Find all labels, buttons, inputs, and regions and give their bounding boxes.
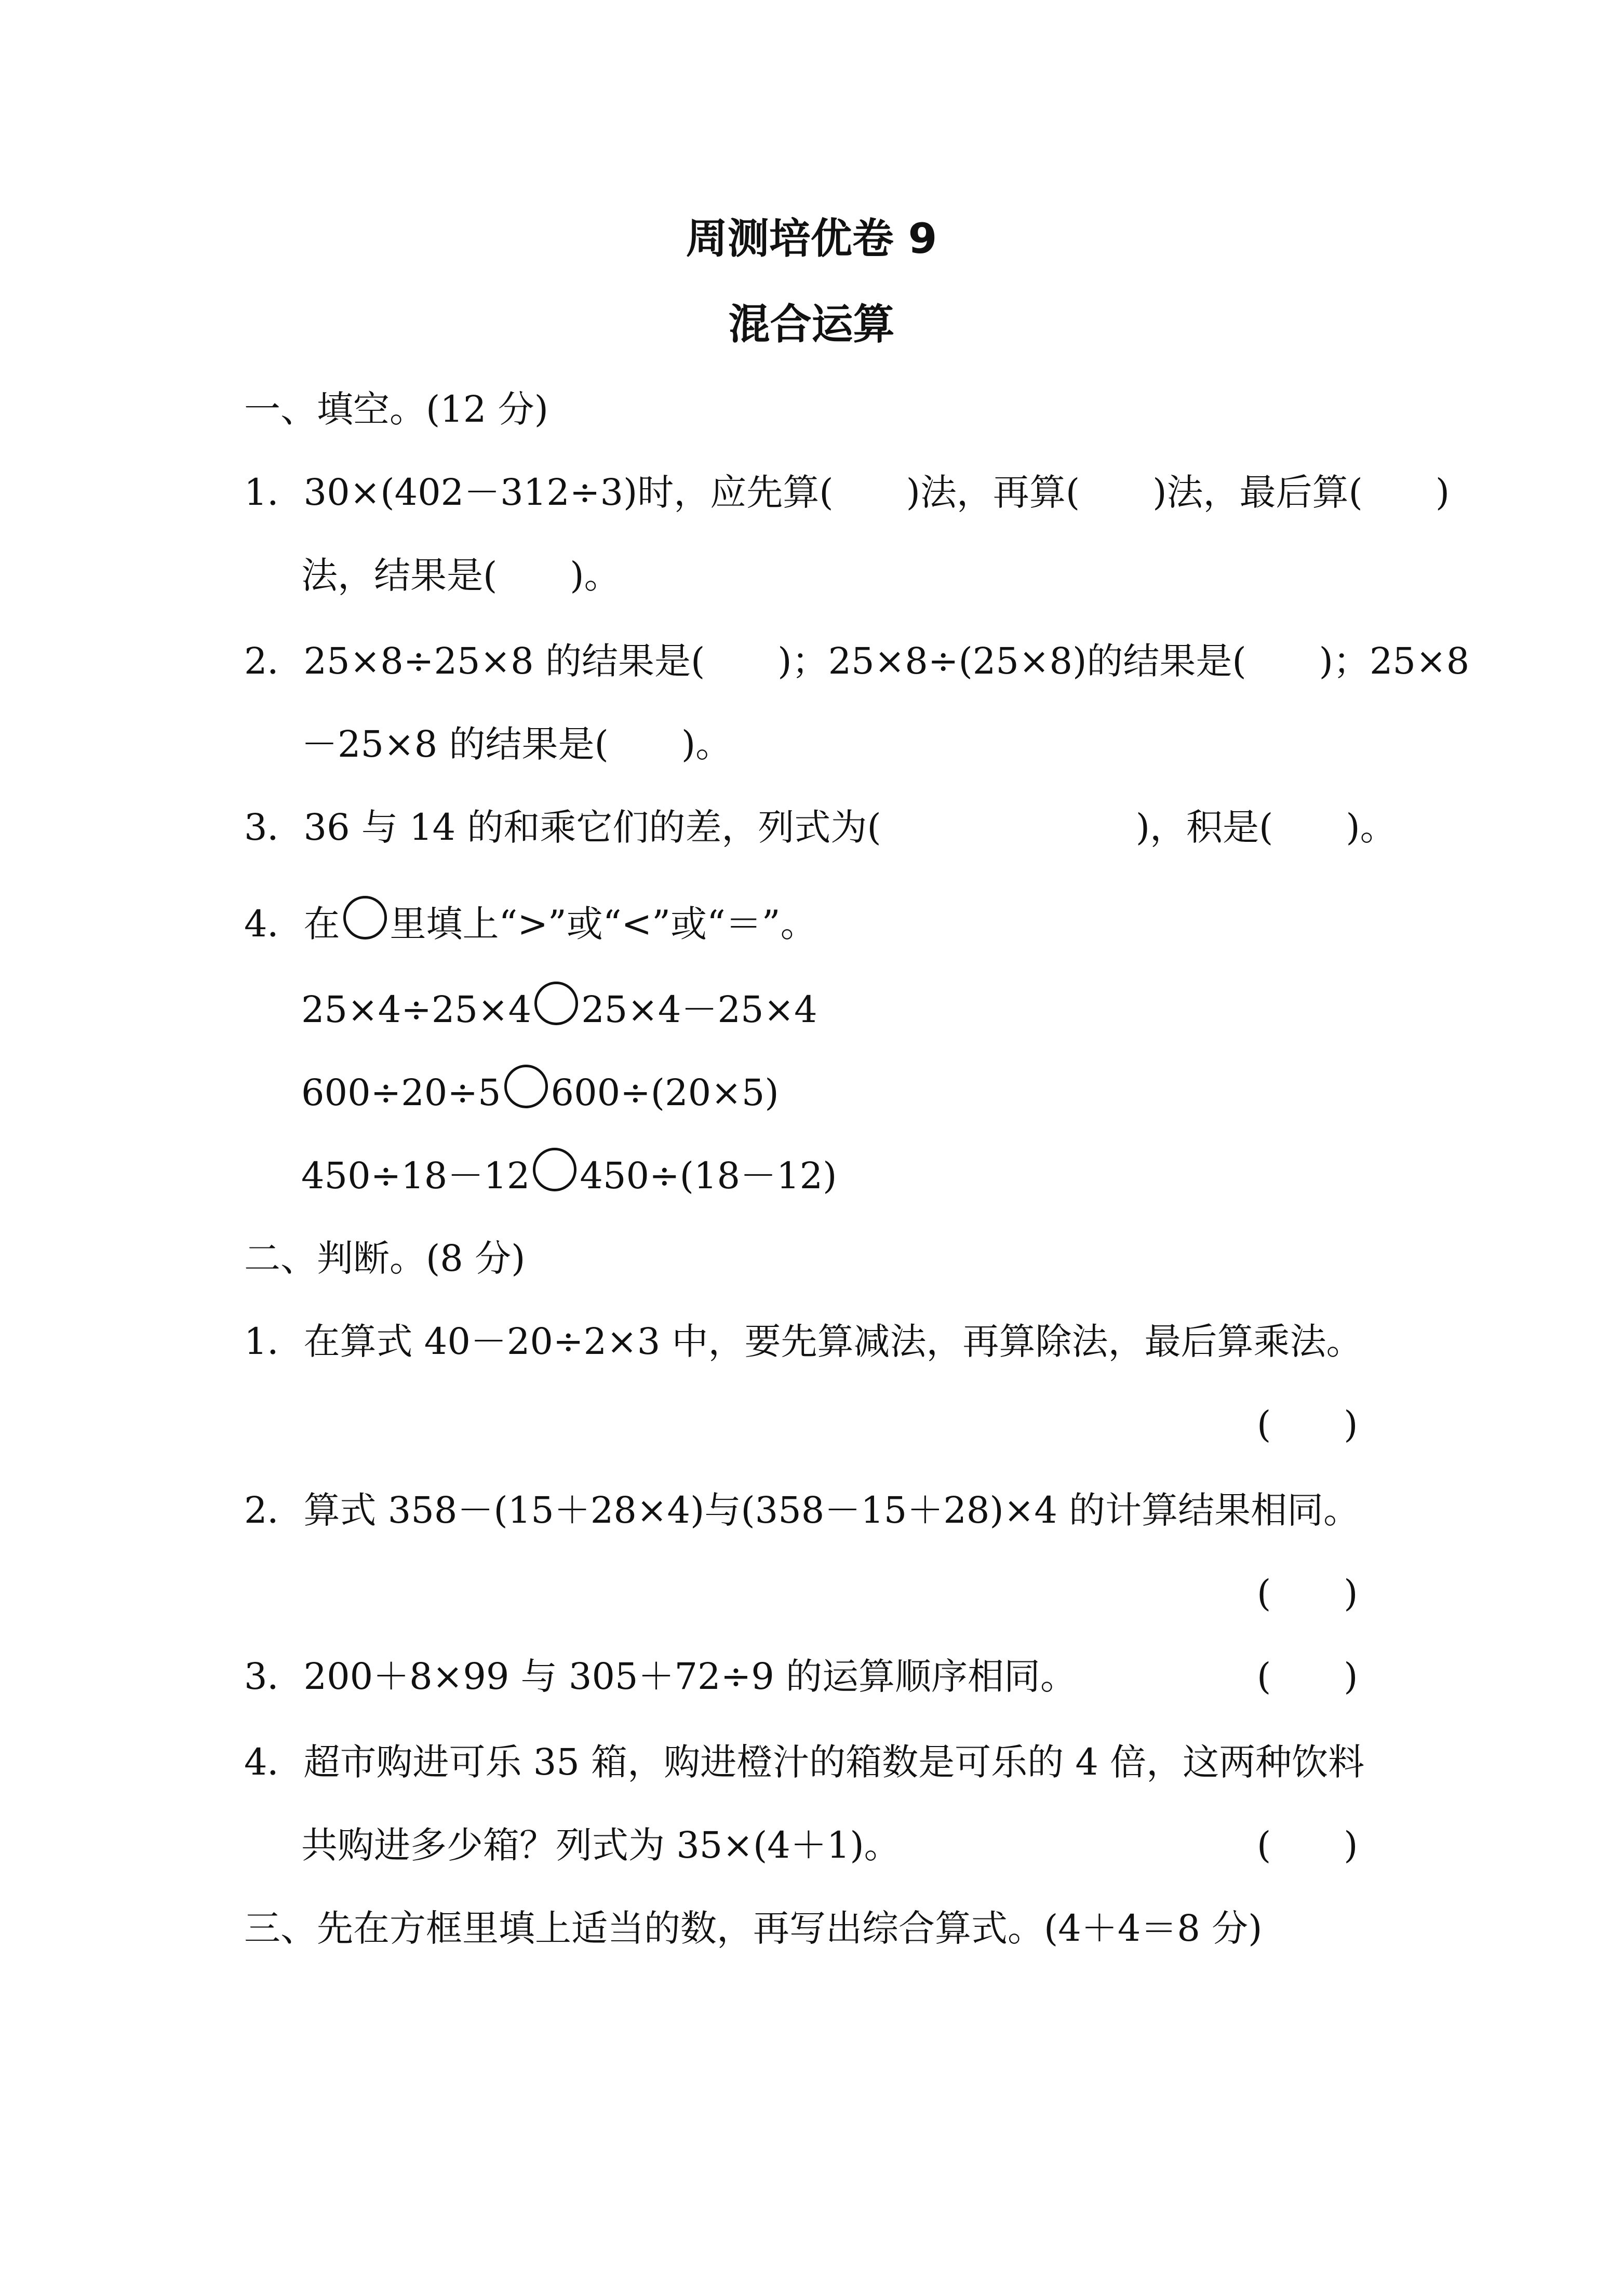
s1-q1-line1: 1．30×(402－312÷3)时，应先算( )法，再算( )法，最后算( ) <box>244 471 1450 514</box>
compare-circle-icon[interactable] <box>504 1065 548 1108</box>
answer-paren[interactable]: ( ) <box>1257 1655 1358 1698</box>
s1-q2-line2: －25×8 的结果是( )。 <box>301 723 732 766</box>
answer-paren[interactable]: ( ) <box>1257 1572 1358 1615</box>
compare-left: 450÷18－12 <box>301 1154 530 1197</box>
compare-row <box>301 1065 779 1118</box>
section3-heading: 三、先在方框里填上适当的数，再写出综合算式。(4＋4＝8 分) <box>244 1907 1263 1950</box>
s1-q4-suffix: 里填上“>”或“<”或“＝”。 <box>390 903 817 945</box>
s1-q1-line2: 法，结果是( )。 <box>301 554 621 597</box>
compare-row <box>301 982 817 1035</box>
compare-circle-icon[interactable] <box>534 982 578 1025</box>
compare-right: 600÷(20×5) <box>551 1071 779 1114</box>
compare-left: 600÷20÷5 <box>301 1071 501 1114</box>
s2-q1: 1．在算式 40－20÷2×3 中，要先算减法，再算除法，最后算乘法。 <box>244 1320 1363 1363</box>
compare-circle-icon[interactable] <box>533 1148 576 1191</box>
compare-right: 25×4－25×4 <box>581 988 817 1031</box>
compare-right: 450÷(18－12) <box>580 1154 837 1197</box>
s2-q4-line2: 共购进多少箱？列式为 35×(4＋1)。 <box>301 1824 901 1867</box>
answer-paren[interactable]: ( ) <box>1257 1824 1358 1867</box>
compare-left: 25×4÷25×4 <box>301 988 532 1031</box>
compare-row <box>301 1148 837 1201</box>
page-title: 周测培优卷 9 <box>686 214 937 263</box>
s1-q4 <box>244 896 817 949</box>
s1-q3: 3．36 与 14 的和乘它们的差，列式为( )，积是( )。 <box>244 806 1397 849</box>
s2-q3: 3．200＋8×99 与 305＋72÷9 的运算顺序相同。 <box>244 1655 1077 1698</box>
page-subtitle: 混合运算 <box>728 300 895 348</box>
compare-circle-icon <box>343 896 387 939</box>
s1-q2-line1: 2．25×8÷25×8 的结果是( )；25×8÷(25×8)的结果是( )；25×8 <box>244 640 1470 682</box>
section2-heading: 二、判断。(8 分) <box>244 1237 526 1280</box>
s2-q4-line1: 4．超市购进可乐 35 箱，购进橙汁的箱数是可乐的 4 倍，这两种饮料 <box>244 1741 1365 1783</box>
s2-q2: 2．算式 358－(15＋28×4)与(358－15＋28)×4 的计算结果相同。 <box>244 1489 1360 1532</box>
answer-paren[interactable]: ( ) <box>1257 1403 1358 1446</box>
s1-q4-prefix: 4．在 <box>244 903 340 945</box>
section1-heading: 一、填空。(12 分) <box>244 388 548 431</box>
